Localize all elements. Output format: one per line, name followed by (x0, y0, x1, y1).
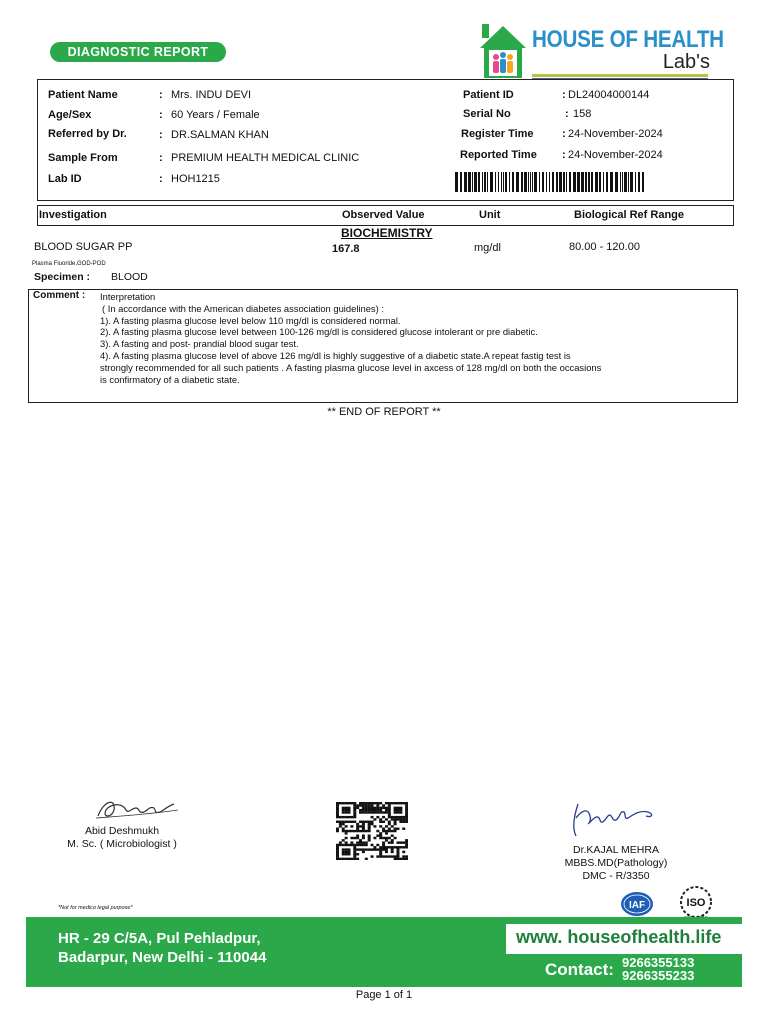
footer-address (58, 929, 266, 967)
sample-from-label: Sample From (48, 152, 118, 164)
qr-code-image (336, 802, 408, 860)
signatory-right-reg: DMC - R/3350 (582, 870, 650, 882)
test-name: BLOOD SUGAR PP (34, 241, 133, 253)
brand-subtitle: Lab's (662, 51, 710, 73)
comment-line: Interpretation (100, 291, 156, 302)
investigation-table-header (37, 205, 734, 226)
diagnostic-report-badge: DIAGNOSTIC REPORT (50, 42, 226, 62)
reported-time-label: Reported Time (460, 149, 537, 161)
col-observed-value: Observed Value (342, 209, 425, 221)
colon: : (565, 108, 569, 120)
iso-badge-text: ISO (686, 897, 706, 909)
house-logo-icon (476, 22, 530, 80)
test-unit: mg/dl (474, 242, 501, 254)
patient-id-label: Patient ID (463, 89, 514, 101)
address-line-2: Badarpur, New Delhi - 110044 (58, 949, 267, 966)
signatory-left-name: Abid Deshmukh (84, 825, 160, 837)
colon: : (562, 89, 566, 101)
test-ref-range: 80.00 - 120.00 (569, 241, 640, 253)
age-sex-value: 60 Years / Female (171, 109, 260, 121)
comment-line: 3). A fasting and post- prandial blood sugar test. (100, 338, 299, 350)
comment-box (28, 289, 738, 403)
age-sex-label: Age/Sex (48, 109, 92, 121)
section-biochemistry: BIOCHEMISTRY (341, 226, 433, 240)
contact-numbers (622, 956, 694, 982)
specimen-label: Specimen : (34, 271, 91, 283)
colon: : (562, 149, 566, 161)
patient-id-value: DL24004000144 (568, 89, 650, 101)
logo-underline-green (532, 74, 708, 77)
register-time-label: Register Time (461, 128, 534, 140)
colon: : (159, 109, 163, 121)
signature-right-image (568, 796, 662, 840)
col-investigation: Investigation (39, 209, 107, 221)
address-line-1: HR - 29 C/5A, Pul Pehladpur, (58, 930, 261, 947)
referred-by-label: Referred by Dr. (48, 128, 127, 140)
comment-line: ( In accordance with the American diabetes association guidelines) : (102, 302, 384, 314)
register-time-value: 24-November-2024 (568, 128, 663, 140)
signatory-left (52, 825, 192, 851)
house-of-health-logo (476, 22, 724, 84)
comment-line: 1). A fasting plasma glucose level below 110 mg/dl is considered normal. (100, 314, 401, 326)
comment-label: Comment : (33, 290, 86, 301)
col-ref-range: Biological Ref Range (574, 209, 685, 221)
website-link[interactable]: www. houseofhealth.life (516, 927, 722, 947)
phone-2[interactable]: 9266355233 (622, 968, 695, 983)
phone-1[interactable]: 9266355133 (622, 955, 695, 970)
serial-no-label: Serial No (463, 108, 511, 120)
comment-line: strongly recommended for all such patients . A fasting plasma glucose level in axcess of 128 mg/dl on both the occasions (100, 361, 602, 373)
signatory-right-name: Dr.KAJAL MEHRA (573, 844, 659, 856)
brand-title: HOUSE OF HEALTH (532, 26, 724, 53)
specimen-value: BLOOD (111, 271, 148, 283)
colon: : (159, 89, 163, 101)
colon: : (562, 128, 566, 140)
patient-name-value: Mrs. INDU DEVI (171, 89, 252, 101)
contact-label: Contact: (545, 960, 614, 979)
footer-band (26, 917, 742, 987)
not-medico-legal-note: *Not for medico legal purpose* (58, 905, 133, 911)
lab-id-label: Lab ID (48, 173, 82, 185)
iaf-badge-text: IAF (628, 900, 646, 911)
serial-no-value: 158 (573, 108, 592, 120)
test-observed-value: 167.8 (332, 243, 360, 255)
col-unit: Unit (479, 209, 501, 221)
colon: : (159, 129, 163, 141)
end-of-report: ** END OF REPORT ** (327, 406, 441, 418)
signatory-left-title: M. Sc. ( Microbiologist ) (67, 838, 177, 850)
signature-left-image (92, 794, 182, 824)
comment-text (100, 291, 601, 385)
barcode-image (455, 172, 645, 192)
signatory-right-title: MBBS.MD(Pathology) (564, 857, 668, 869)
sample-from-value: PREMIUM HEALTH MEDICAL CLINIC (171, 152, 360, 164)
comment-line: is confirmatory of a diabetic state. (100, 373, 240, 385)
reported-time-value: 24-November-2024 (568, 149, 663, 161)
comment-line: 2). A fasting plasma glucose level between 100-126 mg/dl is considered glucose intolerant or pre diabetic. (100, 326, 538, 338)
referred-by-value: DR.SALMAN KHAN (171, 129, 269, 141)
iaf-badge-icon (620, 891, 654, 917)
lab-id-value: HOH1215 (171, 173, 220, 185)
colon: : (159, 152, 163, 164)
page-number: Page 1 of 1 (355, 989, 413, 1001)
comment-line: 4). A fasting plasma glucose level of above 126 mg/dl is highly suggestive of a diabetic state.A repeat fastig test is (100, 349, 571, 361)
test-method: Plasma Fluoride,GOD-POD (32, 261, 106, 267)
patient-name-label: Patient Name (48, 89, 118, 101)
signatory-right (536, 844, 696, 883)
colon: : (159, 173, 163, 185)
